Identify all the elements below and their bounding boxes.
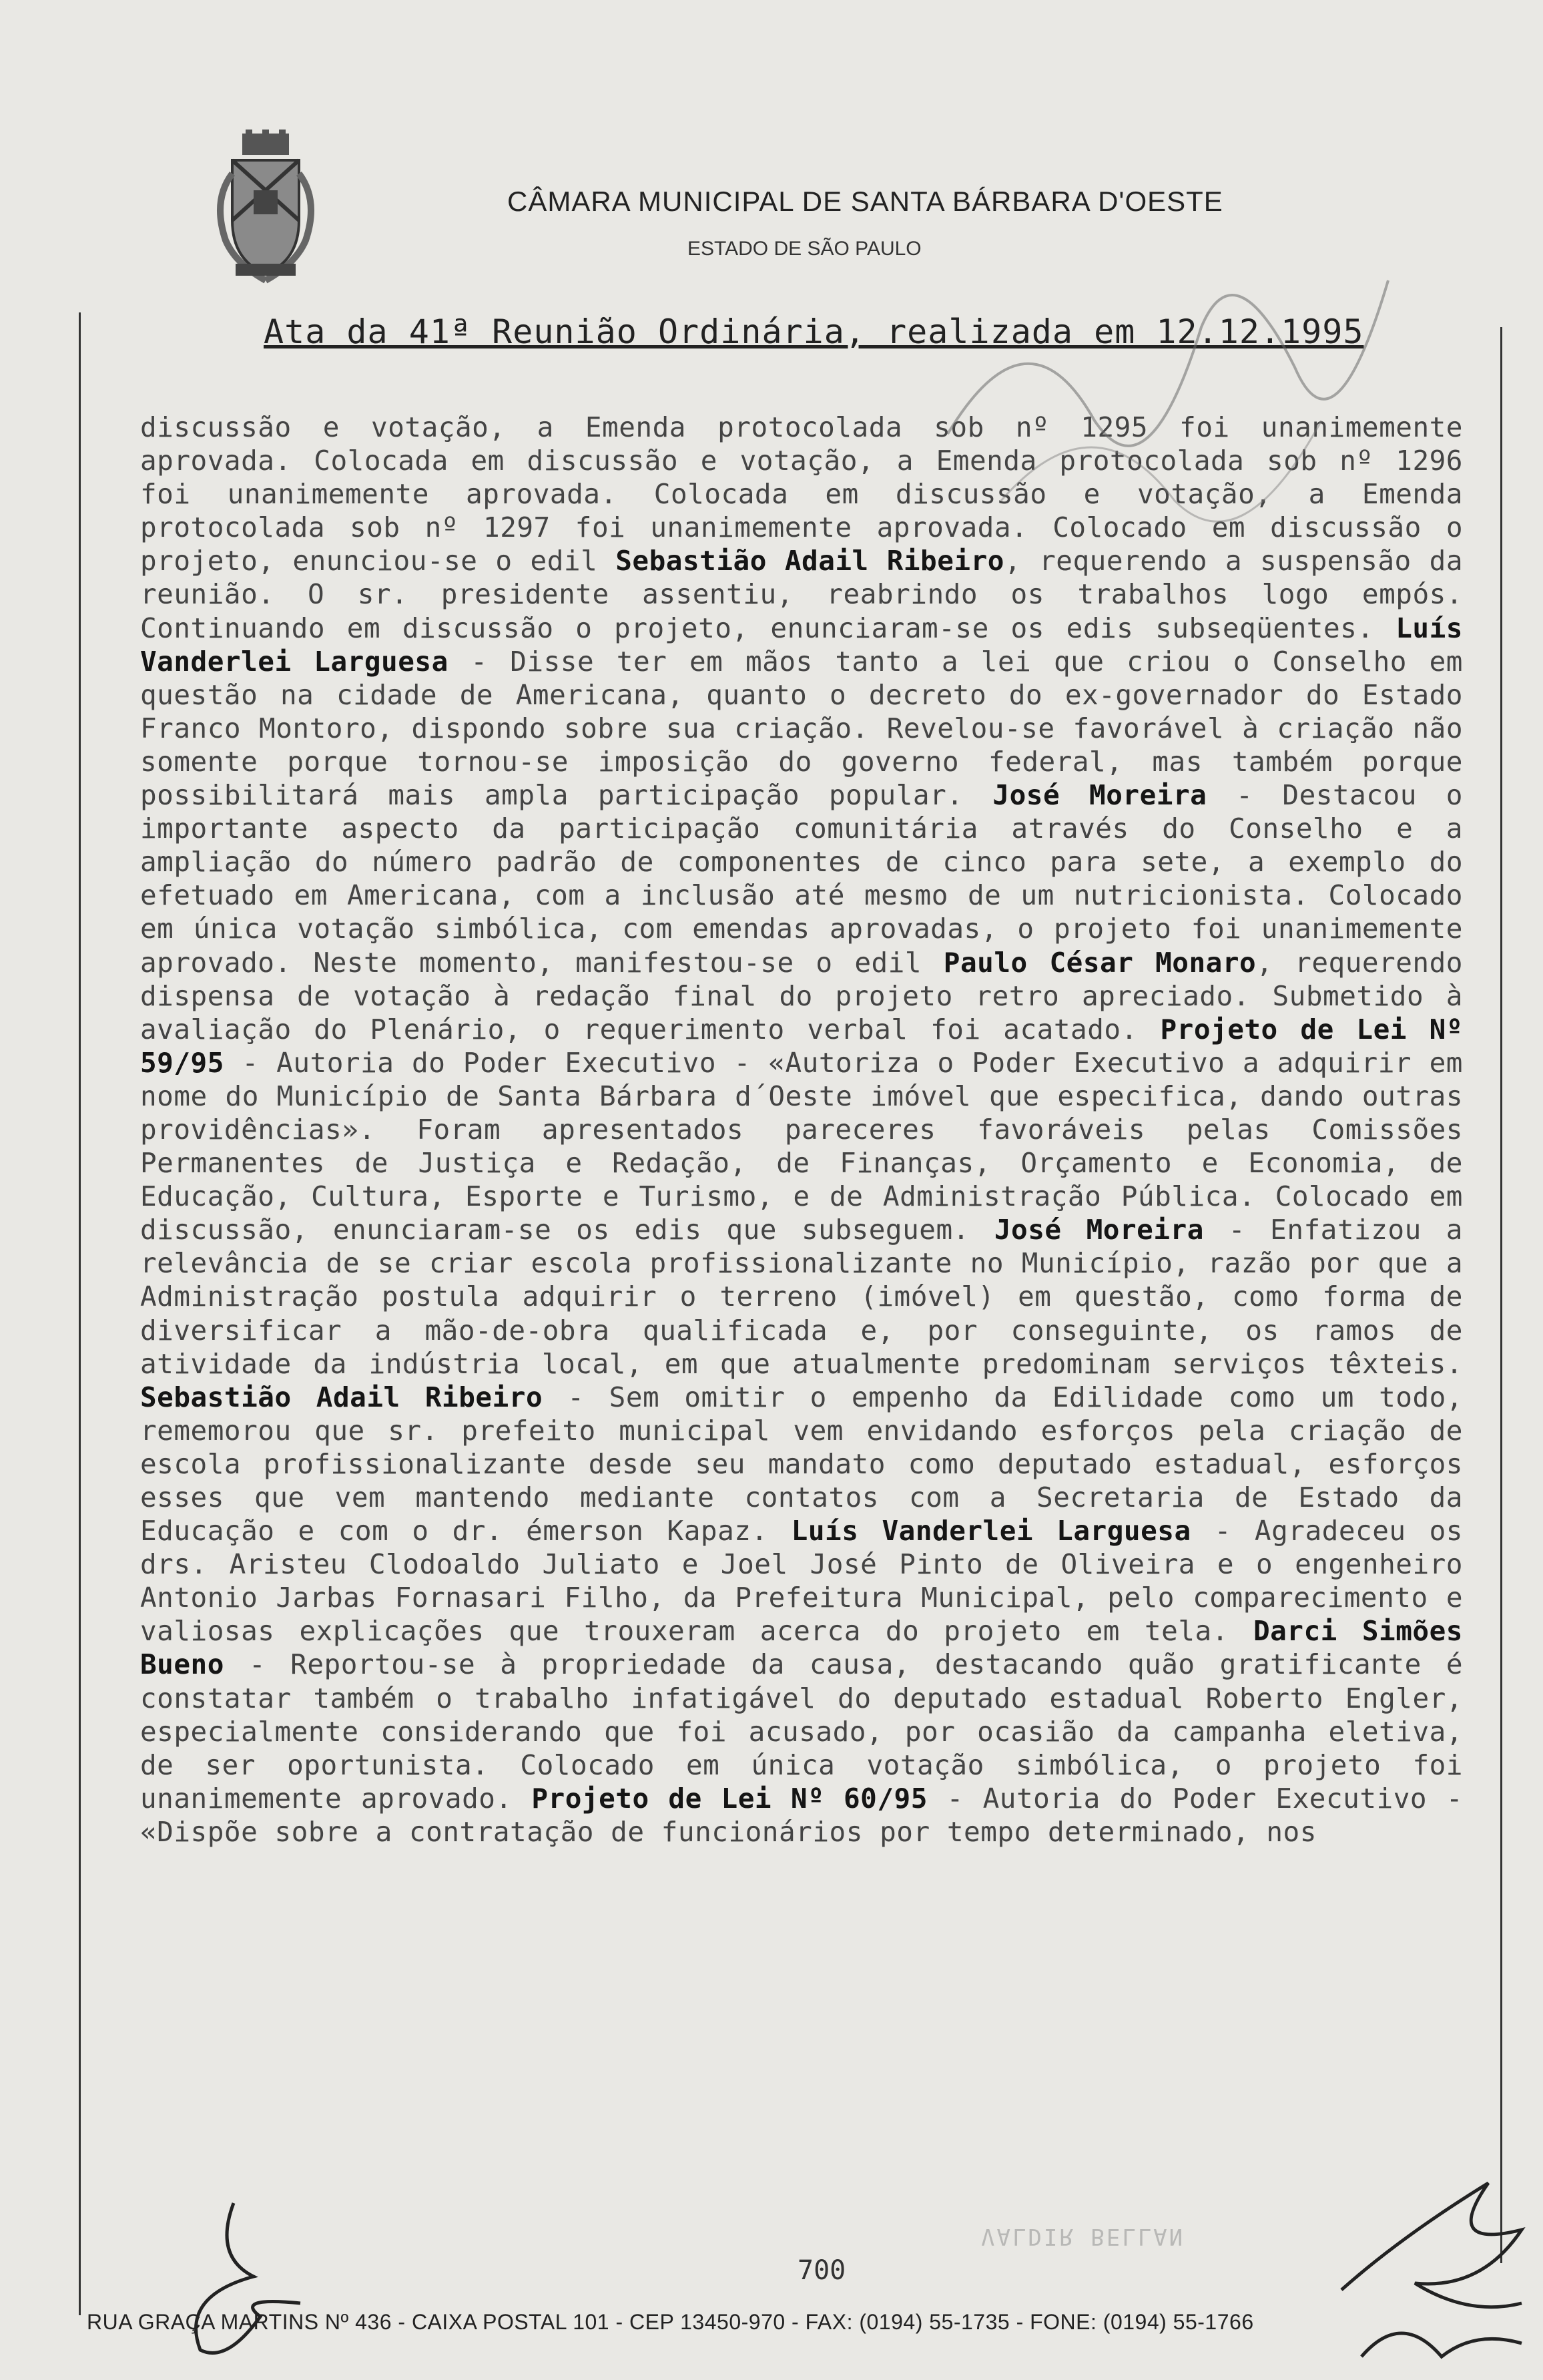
minutes-text: , requerendo dispensa de votação à redação final do projeto retro apreciado. Submetido à avaliação do Plenário, o requerimento verbal foi acatado.: [140, 946, 1463, 1045]
minutes-text: - Enfatizou a relevância de se criar escola profissionalizante no Município, razão por que a Administração postula adquirir o terreno (imóvel) em questão, como forma de diversificar a mão-de-obra qualificada e, por conseguinte, os ramos de atividade da indústria local, em que atualmente predominam serviços têxteis.: [140, 1214, 1463, 1380]
footer-address: RUA GRAÇA MARTINS Nº 436 - CAIXA POSTAL 101 - CEP 13450-970 - FAX: (0194) 55-1735 - FONE: (0194) 55-1766: [87, 2310, 1254, 2334]
signature-scribble-top: [921, 220, 1455, 581]
speaker-name: Darci Simões Bueno: [140, 1615, 1463, 1681]
speaker-name: Luís Vanderlei Larguesa: [791, 1515, 1191, 1548]
minutes-text: - Autoria do Poder Executivo - «Dispõe sobre a contratação de funcionários por tempo determinado, nos: [140, 1782, 1464, 1848]
speaker-name: Sebastião Adail Ribeiro: [615, 545, 1004, 577]
institution-name: CÂMARA MUNICIPAL DE SANTA BÁRBARA D'OESTE: [507, 186, 1223, 217]
reversed-stamp: VALDIR BELLAN: [981, 2223, 1185, 2250]
signature-left: [153, 2196, 354, 2370]
minutes-body: [140, 411, 1463, 1849]
minutes-text: - Agradeceu os drs. Aristeu Clodoaldo Juliato e Joel José Pinto de Oliveira e o engenheiro Antonio Jarbas Fornasari Filho, da Prefeitura Municipal, pelo comparecimento e valiosas explicações que trouxeram acerca do projeto em tela.: [140, 1515, 1463, 1648]
minutes-text: - Autoria do Poder Executivo - «Autoriza o Poder Executivo a adquirir em nome do Município de Santa Bárbara d´Oeste imóvel que especifica, dando outras providências». Foram apresentados pareceres favoráveis pelas Comissões Permanentes de Justiça e Redação, de Finanças, Orçamento e Economia, de Educação, Cultura, Esporte e Turismo, e de Administração Pública. Colocado em discussão, enunciaram-se os edis que subseguem.: [140, 1046, 1463, 1246]
speaker-name: Projeto de Lei Nº 60/95: [531, 1782, 928, 1815]
minutes-text: - Reportou-se à propriedade da causa, destacando quão gratificante é constatar também o trabalho infatigável do deputado estadual Roberto Engler, especialmente considerando que foi acusado, por ocasião da campanha eletiva, de ser oportunista. Colocado em única votação simbólica, o projeto foi unanimemente aprovado.: [140, 1648, 1463, 1815]
state-name: ESTADO DE SÃO PAULO: [687, 238, 922, 260]
speaker-name: Paulo César Monaro: [943, 946, 1257, 979]
speaker-name: José Moreira: [994, 1214, 1204, 1246]
document-title: Ata da 41ª Reunião Ordinária, realizada em 12.12.1995: [264, 312, 1364, 351]
minutes-text: - Disse ter em mãos tanto a lei que criou o Conselho em questão na cidade de Americana, quanto o decreto do ex-governador do Estado Franco Montoro, dispondo sobre sua criação. Revelou-se favorável à criação não somente porque tornou-se imposição do governo federal, mas também porque possibilitará mais ampla participação popular.: [140, 645, 1463, 812]
minutes-text: , requerendo a suspensão da reunião. O sr. presidente assentiu, reabrindo os trabalhos logo empós. Continuando em discussão o projeto, enunciaram-se os edis subseqüentes.: [140, 545, 1464, 644]
speaker-name: Projeto de Lei Nº 59/95: [140, 1013, 1463, 1079]
page-number: 700: [798, 2255, 846, 2286]
right-margin-rule: [1500, 327, 1502, 2263]
signature-right: [1321, 2156, 1542, 2377]
minutes-text: - Sem omitir o empenho da Edilidade como um todo, rememorou que sr. prefeito municipal vem envidando esforços pela criação de escola profissionalizante desde seu mandato como deputado estadual, esforços esses que vem mantendo mediante contatos com a Secretaria de Estado da Educação e com o dr. émerson Kapaz.: [140, 1381, 1463, 1548]
left-margin-rule: [79, 312, 81, 2315]
municipal-crest-icon: [206, 127, 326, 287]
speaker-name: Sebastião Adail Ribeiro: [140, 1381, 543, 1413]
speaker-name: Luís Vanderlei Larguesa: [140, 612, 1463, 678]
minutes-text: - Destacou o importante aspecto da participação comunitária através do Conselho e a ampliação do número padrão de componentes de cinco para sete, a exemplo do efetuado em Americana, com a inclusão até mesmo de um nutricionista. Colocado em única votação simbólica, com emendas aprovadas, o projeto foi unanimemente aprovado. Neste momento, manifestou-se o edil: [140, 779, 1463, 979]
minutes-text: discussão e votação, a Emenda protocolada sob nº 1295 foi unanimemente aprovada. Colocada em discussão e votação, a Emenda protocolada sob nº 1296 foi unanimemente aprovada. Colocada em discussão e votação, a Emenda protocolada sob nº 1297 foi unanimemente aprovada. Colocado em discussão o projeto, enunciou-se o edil: [140, 411, 1463, 577]
speaker-name: José Moreira: [992, 779, 1207, 812]
